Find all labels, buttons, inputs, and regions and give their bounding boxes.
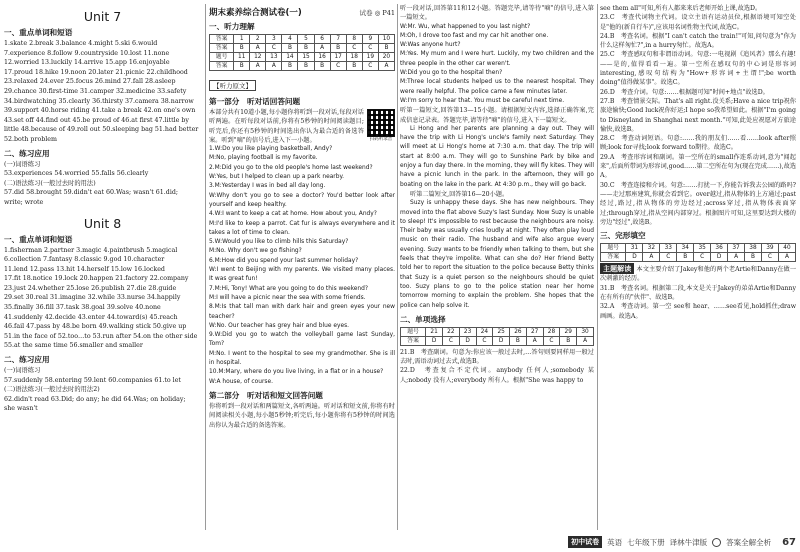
- dialog-line: M:No, playing football is my favorite.: [209, 155, 318, 162]
- table-cell: 答案: [210, 35, 234, 44]
- dialog-line: 6.M:How did you spend your last summer holiday?: [209, 257, 359, 264]
- table-cell: 33: [660, 244, 677, 253]
- explanation-item: 27.B 考查情景交际。That's all right.没关系;Have a nice trip祝你旅途愉快;Good luck祝你好运;I hope so我希望如此。根据"I'm going to Disneyland in Shanghai next month."可知,此处应祝愿对方旅途愉快,故选B。: [600, 97, 796, 133]
- part-heading: 第二部分 听对话和短文回答问题: [209, 390, 323, 400]
- dialog-line: M:No. Why don't we go fishing?: [209, 248, 302, 255]
- table-cell: 题号: [401, 327, 426, 336]
- table-row: [210, 62, 395, 71]
- footer-grade: 七年级下册: [627, 537, 665, 547]
- listening-material-label: 【听力原文】: [209, 80, 256, 91]
- table-cell: B: [677, 253, 694, 262]
- dialog-line: 10.M:Mary, where do you live living, in a flat or in a house?: [209, 369, 384, 376]
- table-cell: 题号: [601, 244, 626, 253]
- table-cell: 答案: [401, 336, 426, 345]
- table-row: [601, 244, 796, 253]
- explanations: [600, 4, 796, 227]
- explanation-item: 29.A 考查形容词和副词。第一空所在的small作连系动词,意为"闻起来",后面所带词为形容词,good……第二空所在句为(现在完成……),故选A。: [600, 153, 796, 180]
- table-cell: 19: [362, 53, 378, 62]
- grammar-line: write; wrote: [4, 198, 44, 206]
- dialog-line: 7.M:Hi, Tony! What are you going to do this weekend?: [209, 285, 369, 292]
- table-cell: B: [298, 44, 314, 53]
- vocab-answers: 57.suddenly 58.entering 59.lent 60.companies 61.to let: [4, 376, 181, 384]
- table-cell: 12: [250, 53, 266, 62]
- dialog-line: W:Did you go to the hospital then?: [400, 70, 503, 77]
- table-cell: 11: [234, 53, 250, 62]
- qr-code[interactable]: [367, 109, 395, 143]
- answer-column-3: [400, 4, 594, 530]
- part-heading: 第一部分 听对话回答问题: [209, 97, 301, 106]
- dialog-line: M:Oh, I drove too fast and my car hit another one.: [400, 32, 549, 39]
- word-list-line: 46.fail 47.pass by 48.be born 49.walking stick 50.give up: [4, 323, 187, 331]
- dialog-line: W:Why don't you go to see a doctor? You'd better look after yourself and keep healthy.: [209, 192, 395, 208]
- dialog-transcript: [209, 145, 395, 387]
- table-cell: 3: [266, 35, 282, 44]
- explanation-item: 23.C 考查代词物主代词。设立主语有运动员位,根据语境可知空处是"他的(新自行车)",应该用名词性物主代词,故选C。: [600, 14, 796, 31]
- explanation-item: 30.C 考查连接和介词。句意:……打扰一下,你能告诉我去公园的路吗?——走过那座建筑,你就会看到它。over越过,指从物体的上方通过;past经过,路过,指从物体的旁边经过;across穿过,指从物体表面穿过;through穿过,指从空间内部穿过。根据图片可知,这里要达到大楼的旁边"经过",故选B。: [600, 181, 796, 226]
- table-cell: C: [442, 336, 459, 345]
- table-cell: 答案: [210, 44, 234, 53]
- table-cell: A: [250, 44, 266, 53]
- theme-tag: 主题解读: [600, 263, 634, 274]
- dialog-line: 9.W:Did you go to watch the volleyball game last Sunday, Tom?: [209, 332, 395, 348]
- word-list-line: 17.proud 18.hike 19.noon 20.later 21.picnic 22.childhood: [4, 68, 188, 76]
- explanation-item: 22.D 考查复合不定代词。anybody 任何人;somebody 某人;nobody 没有人;everybody 所有人。根据"She was happy to: [400, 367, 594, 384]
- page-footer: [400, 534, 796, 550]
- table-cell: 13: [266, 53, 282, 62]
- page-number: 67: [782, 536, 796, 548]
- dialog-line: 2.M:Did you go to the old people's home last weekend?: [209, 164, 373, 171]
- table-cell: 答案: [601, 253, 626, 262]
- table-cell: B: [510, 336, 527, 345]
- test-title-row: [209, 6, 395, 18]
- instructions: 听第一篇短文,回答第13—15小题。请根据短文内容,选择正确答案,完成信息记录表。答题完毕,请等待"嘀"的信号,进入下一篇短文。: [400, 107, 594, 124]
- table-cell: B: [330, 44, 346, 53]
- table-cell: 6: [314, 35, 330, 44]
- passage-one: Li Hong and her parents are planning a day out. They will have the trip with Li Hong's uncle's family next Saturday. They will meet at Li Hong's home at 7:30 a.m. that day. The trip will start at 8:00 a.m. They will go to Sunshine Park by bike and enjoy a fun day there. In the morning, they will fly kites. They will have a picnic lunch in the park. In the afternoon, they will go boating on the lake in the park. At 4:30 p.m., they will go back.: [400, 125, 594, 188]
- dialog-line: M:I'd like to keep a parrot. Cat fur is always everywhere and it takes a lot of time to clean.: [209, 220, 395, 236]
- dialog-line: M:No. I went to the hospital to see my grandmother. She is ill in hospital.: [209, 350, 395, 367]
- word-list-line: 43.set off 44.find out 45.be proud of 46.at first 47.little by: [4, 116, 189, 124]
- table-row: [210, 53, 395, 62]
- table-cell: D: [711, 253, 728, 262]
- word-list-line: 55.at the same time 56.smaller and smaller: [4, 342, 143, 350]
- table-cell: D: [426, 336, 443, 345]
- answer-table-cloze: [600, 243, 796, 262]
- table-row: [401, 327, 594, 336]
- table-cell: B: [560, 336, 577, 345]
- table-cell: B: [298, 62, 314, 71]
- table-cell: 8: [346, 35, 362, 44]
- footer-edition: 译林牛津版: [669, 537, 708, 547]
- table-cell: 24: [476, 327, 493, 336]
- table-cell: 36: [711, 244, 728, 253]
- grammar-answers: [4, 188, 201, 207]
- table-cell: B: [234, 44, 250, 53]
- table-cell: A: [250, 62, 266, 71]
- table-cell: 17: [330, 53, 346, 62]
- grammar-line: 62.didn't read 63.Did; do any; he did 64.Was; on holiday;: [4, 395, 186, 403]
- table-cell: 40: [778, 244, 795, 253]
- table-cell: C: [346, 44, 362, 53]
- table-cell: 34: [677, 244, 694, 253]
- dialog-line: 4.W:I want to keep a cat at home. How about you, Andy?: [209, 211, 377, 218]
- passage-two: Suzy is unhappy these days. She has new neighbours. They moved into the flat above Suzy's last Sunday. Now Suzy is unable to sleep! It's impossible to rest because the neighbours are noisy. Their baby was usually cries loudly at night. They often play loud music on their radio. The husband and wife also argue every evening. Suzy wants to be friendly when talking to them, but she feels that they're impolite. What can she do? Her friend Betty told her to report the situation to the police because Betty thinks that Suzy is a quiet person so the neighbours should be quiet too. Suzy plans to go to the police station near her home tomorrow morning to explain the problem. She hopes that the police can help solve it.: [400, 200, 594, 309]
- table-cell: A: [728, 253, 745, 262]
- answer-table-listening: [209, 34, 395, 71]
- vocab-answers: 53.experiences 54.worried 55.falls 56.clearly: [4, 170, 149, 178]
- instructions: 本部分共有10道小题,每小题你将听到一段对话,每段对话听两遍。在听每段对话前,你将有5秒钟的时间阅读题目;听完后,你还有5秒钟的时间选出你认为最合适的备选答案。听到"嘀"的信号后,进入下一小题。: [209, 109, 364, 144]
- dialog-line: 8.M:Is that tall man with dark hair and green eyes your new teacher?: [209, 304, 395, 320]
- column-divider: [397, 4, 398, 530]
- table-cell: B: [378, 44, 394, 53]
- table-cell: 29: [560, 327, 577, 336]
- table-cell: A: [526, 336, 543, 345]
- table-cell: C: [694, 253, 711, 262]
- table-cell: A: [577, 336, 594, 345]
- answer-column-4: [600, 4, 796, 530]
- table-cell: A: [378, 62, 394, 71]
- table-cell: 7: [330, 35, 346, 44]
- word-list-line: 23.relaxed 24.ever 25.focus 26.mind 27.fall 28.asleep: [4, 78, 176, 86]
- table-cell: 10: [378, 35, 394, 44]
- word-list-line: 6.collection 7.fantasy 8.classic 9.god 10.character: [4, 256, 165, 264]
- word-list-line: 29.set 30.real 31.imagine 32.while 33.nurse 34.happily: [4, 294, 181, 302]
- column-divider: [205, 4, 206, 530]
- table-cell: A: [778, 253, 795, 262]
- table-cell: 15: [298, 53, 314, 62]
- table-cell: 31: [626, 244, 643, 253]
- section-heading: 一、听力理解: [209, 22, 255, 31]
- dialog-line: 1.W:Do you like playing basketball, Andy?: [209, 146, 333, 153]
- qr-code-icon: [367, 109, 395, 137]
- sub-heading: (二)语法练习(一般过去时的用法): [4, 179, 96, 187]
- answer-table-choice: [400, 327, 594, 346]
- table-cell: 32: [643, 244, 660, 253]
- dialog-line: M:Three local students helped us to the nearest hospital. They were really helpful. The police came a few minutes later.: [400, 79, 594, 95]
- section-heading: 一、重点单词和短语: [4, 234, 73, 244]
- answer-column-2: [209, 4, 395, 530]
- instructions: 你将听到一段对话和两篇短文,各听两遍。听对话和短文前,你将有时间阅读相关小题,每小题5秒钟;听完后,每小题你将有5秒钟的时间选出你认为最合适的备选答案。: [209, 402, 395, 429]
- answer-column-1: [4, 4, 201, 530]
- word-list-line: 1.skate 2.break 3.balance 4.might 5.ski 6.would: [4, 40, 158, 47]
- theme-guide: [600, 264, 796, 284]
- dialog-line: 5.W:Would you like to climb hills this Saturday?: [209, 239, 349, 246]
- section-heading: 三、完形填空: [600, 231, 646, 241]
- table-cell: 27: [526, 327, 543, 336]
- dialog-line: W:I'm sorry to hear that. You must be careful next time.: [400, 97, 565, 104]
- table-cell: D: [493, 336, 510, 345]
- table-cell: 4: [282, 35, 298, 44]
- table-cell: B: [234, 62, 250, 71]
- table-cell: 14: [282, 53, 298, 62]
- table-cell: C: [660, 253, 677, 262]
- sub-heading: (二)语法练习(一般过去时的用法2): [4, 386, 100, 394]
- word-list-line: 41.suddenly 42.decide 43.enter 44.toward(s) 45.reach: [4, 313, 178, 321]
- table-cell: 26: [510, 327, 527, 336]
- word-list-line: 35.finally 36.fill 37.task 38.goal 39.solve 40.none: [4, 304, 161, 312]
- instructions: 听第二篇短文,回答第16—20小题。: [410, 190, 509, 198]
- sub-heading: (一)词语练习: [4, 160, 41, 168]
- word-list-line: 52.both problem: [4, 135, 57, 143]
- table-cell: C: [362, 44, 378, 53]
- dialog-transcript: [400, 23, 594, 107]
- section-heading: 一、重点单词和短语: [4, 28, 73, 37]
- brand-logo: 初中试卷: [568, 536, 602, 548]
- table-cell: 16: [314, 53, 330, 62]
- explanation-item: see them all"可知,所有人都来来后老师开始上课,故选D。: [600, 5, 762, 12]
- table-cell: 18: [346, 53, 362, 62]
- word-list-line: 51.in the face of 52.too…to 53.run after 54.on the other side: [4, 332, 198, 340]
- unit8-words: [4, 246, 201, 352]
- explanation-item: 21.B 考查副词。句意为:你应该一般过去时,…答句则要同样用一般过去时,需语动词过去式,故选B。: [400, 348, 594, 366]
- explanation-item: 25.C 考查感叹句和非谓语动词。句意:一电视剧《追风者》那么有趣!——是的,值得看看一遍。第一空所在感叹句的中心词是形容词interesting,感叹句结构为"How+形容词+主谓!";be worth doing"值得做某事"。故选C。: [600, 51, 796, 87]
- table-cell: 37: [728, 244, 745, 253]
- section-heading: 二、练习应用: [4, 355, 50, 365]
- table-cell: 22: [442, 327, 459, 336]
- section-heading: 二、单项选择: [400, 314, 446, 324]
- grammar-line: she wasn't: [4, 405, 38, 413]
- dialog-line: M:Yes. My mum and I were hurt. Luckily, my two children and the three people in the other car weren't.: [400, 51, 594, 67]
- table-cell: 20: [378, 53, 394, 62]
- table-cell: 答案: [210, 62, 234, 71]
- explanation-item: 26.D 考查介词。句意:……根据题可知"时间+地点"故选D。: [600, 88, 769, 96]
- table-cell: C: [330, 62, 346, 71]
- theme-text: 本文主要介绍了Jakey和他的两个老Artie和Danny在做一次刺激的经历。: [600, 266, 796, 283]
- table-cell: D: [459, 336, 476, 345]
- table-row: [601, 253, 796, 262]
- explanation-item: 31.B 考查名词。根据第二段,本文是关于Jakey的弟弟Artie和Danny在有所有的"伙伴"、故选B。: [600, 284, 796, 302]
- footer-subject: 英语: [607, 537, 623, 547]
- table-cell: B: [745, 253, 762, 262]
- table-cell: 39: [761, 244, 778, 253]
- dialog-line: W:Was anyone hurt?: [400, 42, 461, 49]
- dialog-line: W:A house, of course.: [209, 378, 273, 385]
- word-list-line: 23.just 24.whether 25.lose 26.publish 27.die 28.guide: [4, 284, 177, 292]
- column-divider: [597, 4, 598, 530]
- instructions: 听一段对话,回答第11和12小题。答题完毕,请等待"嘀"的信号,进入第一篇短文。: [400, 5, 594, 22]
- word-list-line: little 48.because of 49.roll out 50.sleeping bag 51.had better: [4, 126, 199, 134]
- circle-logo-icon: [712, 538, 721, 547]
- word-list-line: 1.fisherman 2.partner 3.magic 4.paintbrush 5.magical: [4, 246, 178, 254]
- explanation-item: 24.B 考查名词。根据"I can't catch the train!"可知,问句意为"你为什么这样匆忙?",in a hurry匆忙。故选A。: [600, 32, 796, 50]
- table-cell: 35: [694, 244, 711, 253]
- unit7-heading: Unit 7: [83, 9, 122, 24]
- table-row: [401, 336, 594, 345]
- dialog-line: W:Yes, but I helped to clean up a park nearby.: [209, 174, 344, 181]
- test-title: 期末素养综合测试卷(一): [209, 8, 302, 18]
- table-cell: A: [643, 253, 660, 262]
- table-cell: 25: [493, 327, 510, 336]
- table-cell: C: [266, 44, 282, 53]
- explanation-item: 32.A 考查动词。第一空 see和 hear、……see看见,hold抓住;draw画画。故选A。: [600, 303, 796, 320]
- dialog-line: W:I went to Beijing with my parents. We visited many places. It was great fun!: [209, 267, 395, 283]
- dialog-line: 3.M:Yesterday I was in bed all day long.: [209, 183, 326, 190]
- table-cell: D: [626, 253, 643, 262]
- explanation-item: 28.C 考查动词短语。句意:……我的朋友们……看……look after照顾;look for寻找;look forward to期待。故选C。: [600, 135, 796, 152]
- word-list-line: 34.birdwatching 35.clearly 36.thirsty 37.camera 38.narrow: [4, 97, 194, 105]
- word-list-line: 17.fit 18.notice 19.lock 20.happen 21.factory 22.company: [4, 275, 189, 283]
- table-cell: 21: [426, 327, 443, 336]
- word-list-line: 39.support 40.horse riding 41.take a break 42.on one's own: [4, 107, 196, 115]
- page-reference: 试卷 ◎ P41: [359, 8, 395, 17]
- table-cell: A: [314, 44, 330, 53]
- table-cell: 1: [234, 35, 250, 44]
- table-cell: 2: [250, 35, 266, 44]
- word-list-line: 11.lend 12.pass 13.hit 14.herself 15.low 16.locked: [4, 265, 165, 273]
- table-cell: C: [543, 336, 560, 345]
- unit8-heading: Unit 8: [83, 215, 122, 231]
- grammar-line: 57.did 58.brought 59.didn't eat 60.Was; wasn't 61.did;: [4, 189, 178, 197]
- grammar-answers: [4, 395, 201, 414]
- table-cell: C: [476, 336, 493, 345]
- word-list-line: 12.worried 13.luckily 14.arrive 15.app 16.enjoyable: [4, 59, 170, 67]
- word-list-line: 7.experience 8.follow 9.countryside 10.lost 11.none: [4, 49, 170, 57]
- table-cell: 28: [543, 327, 560, 336]
- table-cell: B: [282, 62, 298, 71]
- unit7-words: [4, 39, 201, 145]
- table-cell: B: [314, 62, 330, 71]
- qr-caption: 扫码听录音: [369, 137, 393, 142]
- dialog-line: W:Mr. Wu, what happened to you last night?: [400, 23, 531, 30]
- explanations: [400, 348, 594, 385]
- explanations: [600, 284, 796, 321]
- table-cell: 23: [459, 327, 476, 336]
- table-cell: B: [282, 44, 298, 53]
- section-heading: 二、练习应用: [4, 148, 50, 158]
- word-list-line: 29.chance 30.first-time 31.camper 32.medicine 33.safety: [4, 87, 187, 95]
- table-cell: A: [266, 62, 282, 71]
- dialog-line: M:I will have a picnic near the sea with some friends.: [209, 294, 366, 301]
- dialog-line: W:No. Our teacher has grey hair and blue eyes.: [209, 322, 350, 329]
- table-cell: B: [346, 62, 362, 71]
- table-row: [210, 44, 395, 53]
- table-cell: 5: [298, 35, 314, 44]
- table-row: [210, 35, 395, 44]
- table-cell: C: [761, 253, 778, 262]
- table-cell: 9: [362, 35, 378, 44]
- footer-suffix: 答案全解全析: [726, 537, 772, 547]
- sub-heading: (一)词语练习: [4, 367, 41, 375]
- table-cell: 38: [745, 244, 762, 253]
- table-cell: C: [362, 62, 378, 71]
- table-cell: 30: [577, 327, 594, 336]
- table-cell: 题号: [210, 53, 234, 62]
